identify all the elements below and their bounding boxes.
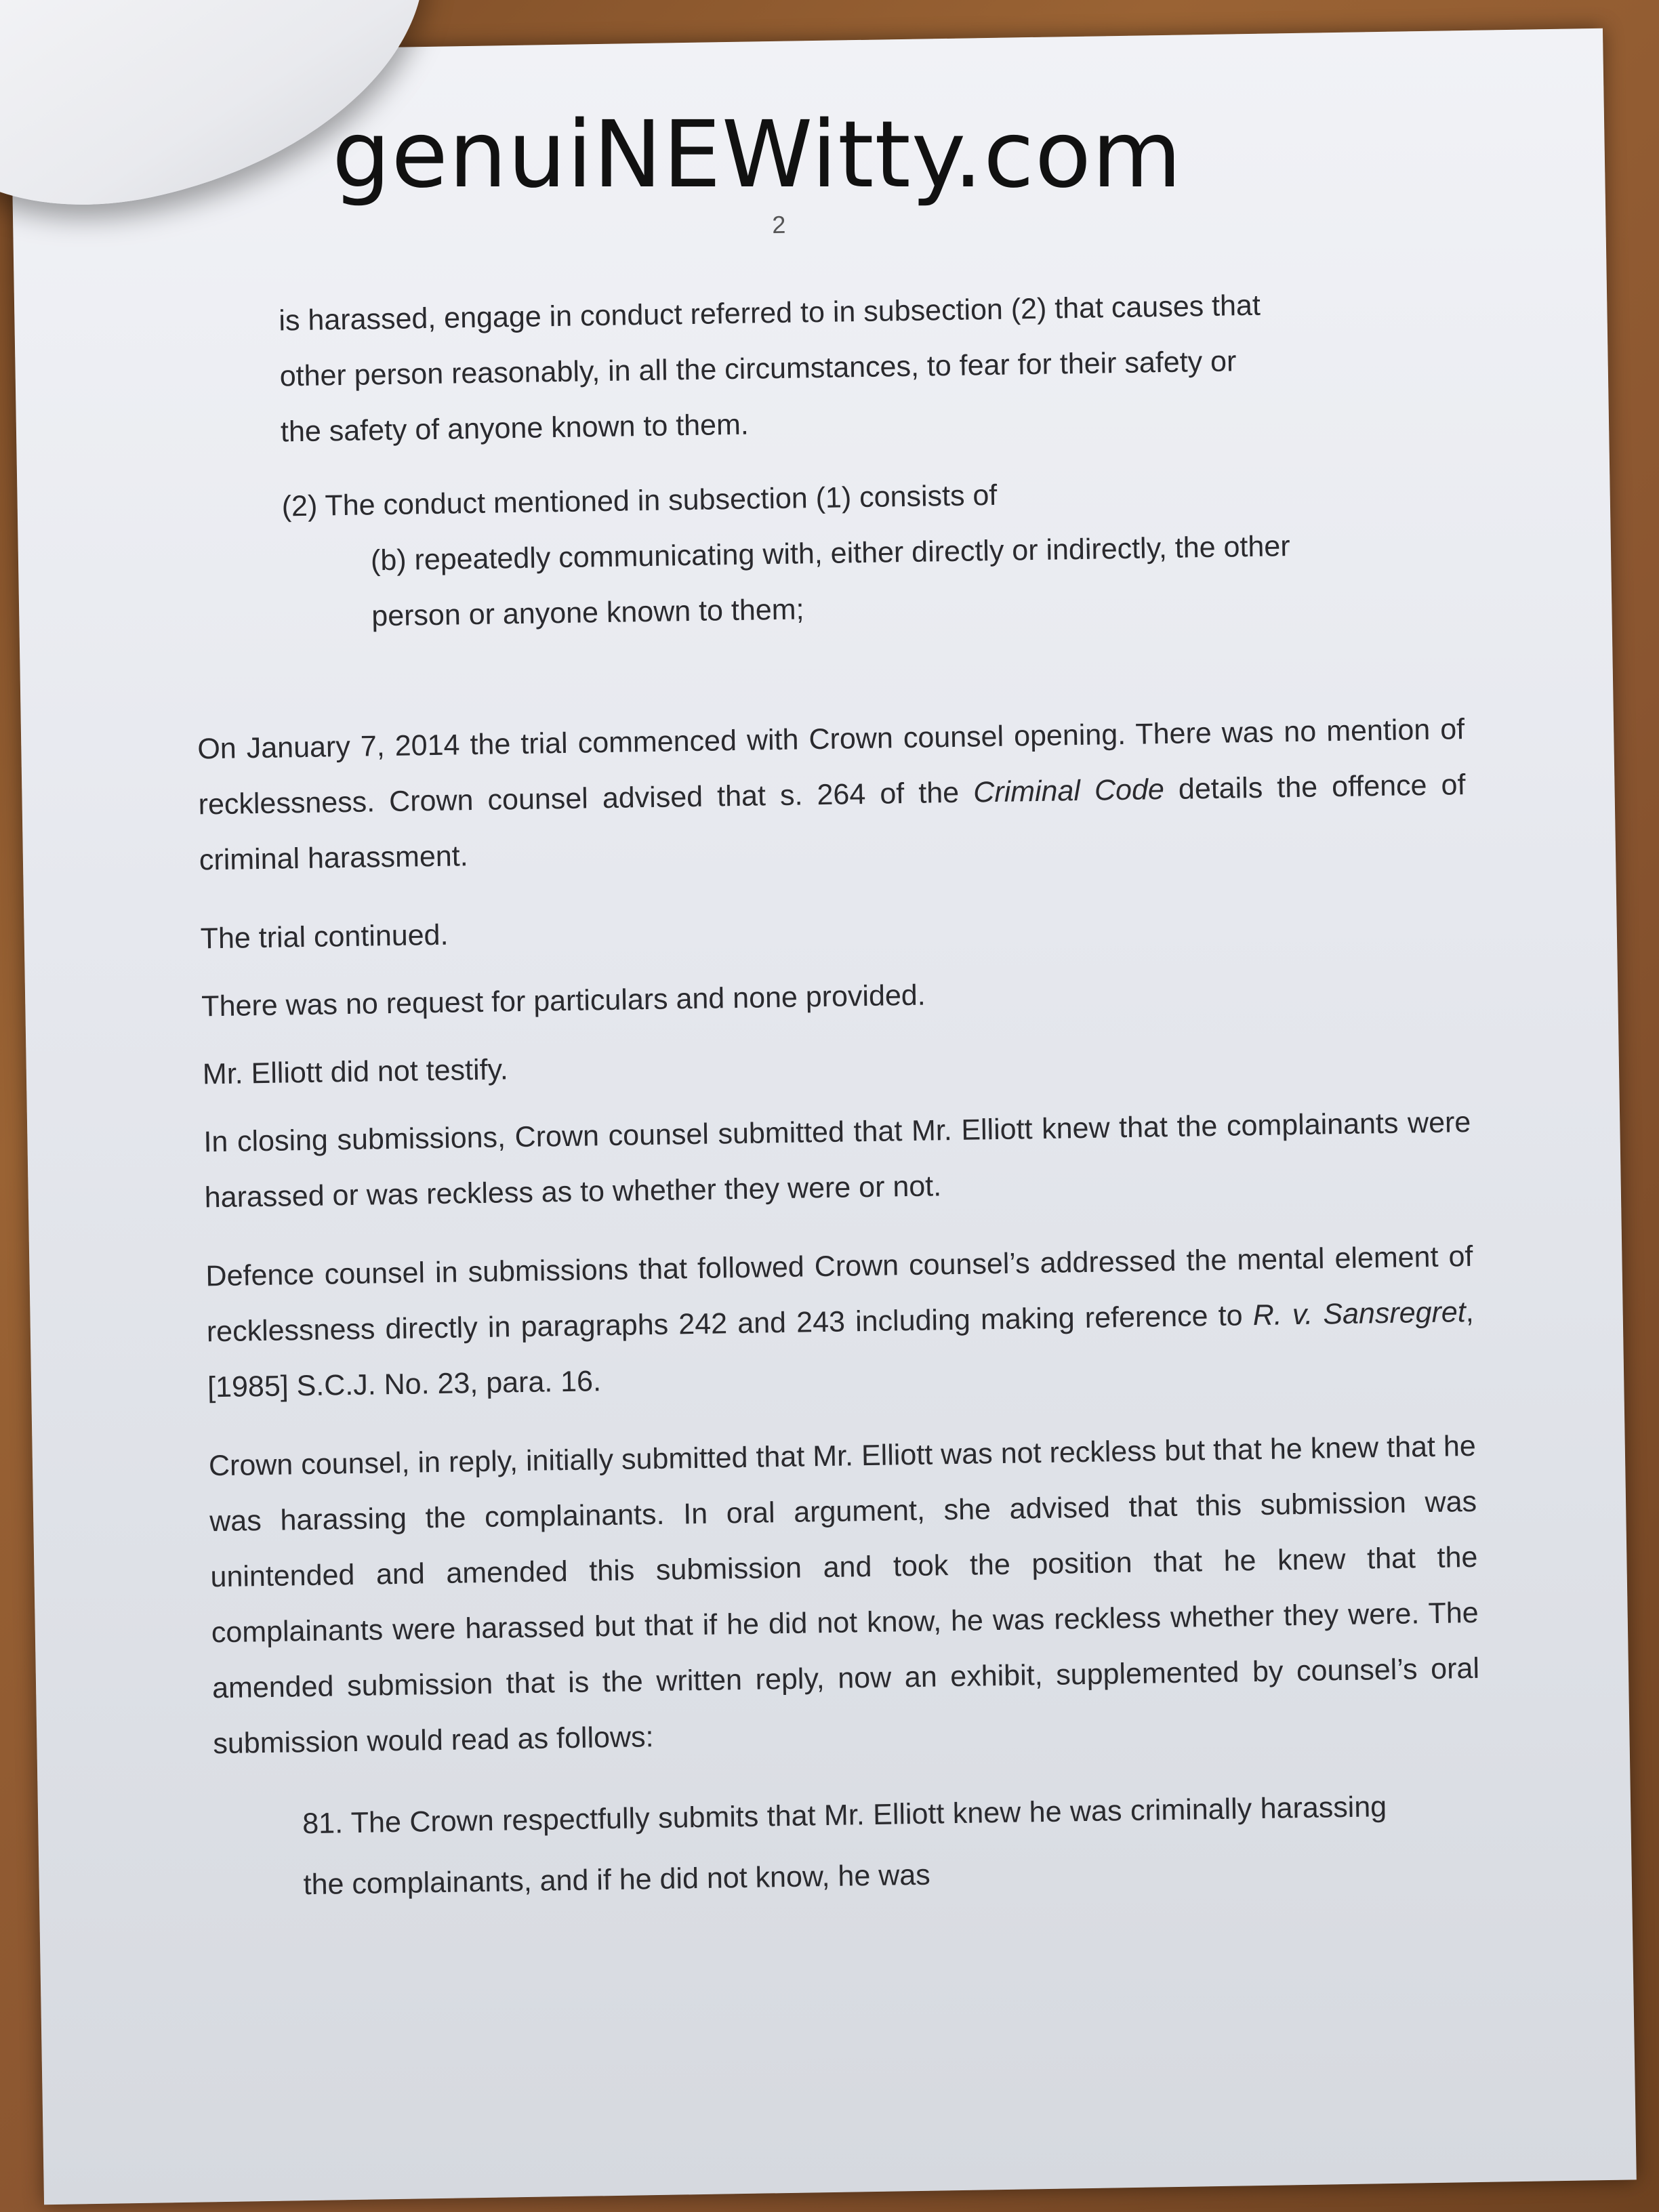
page-number: 2 — [771, 210, 786, 239]
quoted-paragraph-81: 81. The Crown respectfully submits that Mr. Elliott knew he was criminally harassing the complainants, and if he did not know, he was — [302, 1790, 1387, 1902]
paragraph-trial-commenced — [197, 701, 1467, 888]
paragraph-particulars: There was no request for particulars and none provided. — [201, 979, 926, 1023]
quoted-subsection-1: is harassed, engage in conduct referred to in subsection (2) that causes that other person reasonably, in all the circumstances, to fear for their safety or the safety of anyone known to them. — [279, 289, 1261, 449]
paragraph-did-not-testify: Mr. Elliott did not testify. — [202, 1053, 509, 1091]
paragraph-text: On January 7, 2014 the trial commenced with Crown counsel opening. There was no mention of recklessness. Crown counsel advised that s. 264 of the — [197, 713, 1465, 821]
quoted-subsection-2b: (b) repeatedly communicating with, either directly or indirectly, the other person or anyone known to them; — [370, 530, 1290, 633]
paragraph-crown-reply: Crown counsel, in reply, initially submitted that Mr. Elliott was not reckless but that he knew that he was harassing the complainants. In oral argument, she advised that this submission was unintended and amended this submission and took the position that he knew that the complainants were harassed but that if he did not know, he was reckless whether they were. The amended submission that is the written reply, now an exhibit, supplemented by counsel’s oral submission would read as follows: — [208, 1429, 1480, 1761]
citation-italic: Criminal Code — [972, 773, 1165, 809]
case-citation-italic: R. v. Sansregret — [1252, 1296, 1467, 1332]
paragraph-text: Defence counsel in submissions that followed Crown counsel’s addressed the mental element of recklessness directly in paragraphs 242 and 243 including making reference to — [205, 1240, 1473, 1349]
watermark: genuiNEWitty.com — [332, 102, 1183, 209]
document-body — [190, 274, 1483, 1917]
paragraph-trial-continued: The trial continued. — [200, 918, 449, 956]
paragraph-closing-submissions: In closing submissions, Crown counsel submitted that Mr. Elliott knew that the complainants were harassed or was reckless as to whether they were or not. — [203, 1105, 1471, 1214]
quoted-subsection-2: (2) The conduct mentioned in subsection (1) consists of — [281, 478, 998, 523]
paragraph-defence-counsel — [205, 1229, 1475, 1415]
document-page — [10, 28, 1637, 2205]
paragraph-text: , [1985] S.C.J. No. 23, para. 16. — [207, 1295, 1475, 1404]
paragraph-text: details the offence of criminal harassment. — [199, 769, 1466, 877]
